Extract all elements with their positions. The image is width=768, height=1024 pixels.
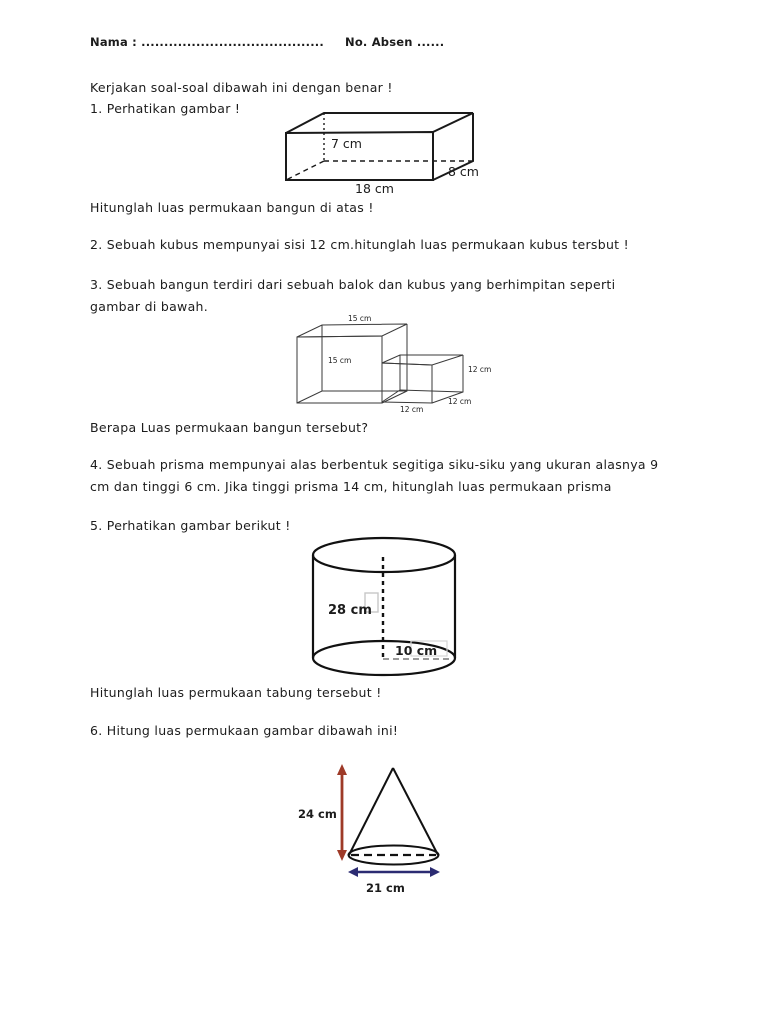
figure-cuboid bbox=[278, 108, 493, 200]
figure-cylinder bbox=[305, 533, 470, 683]
cuboid-length-label: 18 cm bbox=[355, 181, 394, 196]
cube-top-label: 15 cm bbox=[348, 314, 372, 323]
name-field bbox=[90, 34, 324, 50]
cylinder-radius-label: 10 cm bbox=[395, 643, 438, 658]
height-arrow bbox=[337, 764, 347, 861]
q5-prompt: 5. Perhatikan gambar berikut ! bbox=[90, 518, 291, 533]
q2-text: 2. Sebuah kubus mempunyai sisi 12 cm.hitunglah luas permukaan kubus tersbut ! bbox=[90, 237, 629, 252]
name-dotted-line: ........................................ bbox=[141, 35, 324, 49]
absen-field bbox=[345, 34, 444, 50]
width-arrow bbox=[348, 867, 440, 877]
q4-line2: cm dan tinggi 6 cm. Jika tinggi prisma 14 cm, hitunglah luas permukaan prisma bbox=[90, 479, 612, 494]
intro-line: Kerjakan soal-soal dibawah ini dengan benar ! bbox=[90, 80, 393, 95]
q3-line2: gambar di bawah. bbox=[90, 299, 209, 314]
box-height-label: 12 cm bbox=[468, 365, 492, 374]
name-label: Nama : bbox=[90, 35, 137, 49]
q5-instruction: Hitunglah luas permukaan tabung tersebut ! bbox=[90, 685, 382, 700]
small-box-wireframe bbox=[382, 355, 463, 403]
figure-cone bbox=[290, 756, 470, 901]
absen-dotted-line: ...... bbox=[416, 35, 445, 49]
box-width-label: 12 cm bbox=[400, 405, 424, 414]
figure-composite bbox=[290, 313, 495, 415]
q4-line1: 4. Sebuah prisma mempunyai alas berbentuk segitiga siku-siku yang ukuran alasnya 9 bbox=[90, 457, 659, 472]
cone-outline bbox=[349, 768, 439, 865]
cuboid-solid-edges bbox=[286, 113, 473, 180]
q1-instruction: Hitunglah luas permukaan bangun di atas ! bbox=[90, 200, 374, 215]
absen-label: No. Absen bbox=[345, 35, 413, 49]
q6-prompt: 6. Hitung luas permukaan gambar dibawah ini! bbox=[90, 723, 399, 738]
cube-side-label: 15 cm bbox=[328, 356, 352, 365]
q3-question: Berapa Luas permukaan bangun tersebut? bbox=[90, 420, 369, 435]
cylinder-height-label: 28 cm bbox=[328, 603, 372, 618]
box-depth-label: 12 cm bbox=[448, 397, 472, 406]
q1-prompt: 1. Perhatikan gambar ! bbox=[90, 101, 241, 116]
cuboid-height-label: 7 cm bbox=[331, 136, 362, 151]
q3-line1: 3. Sebuah bangun terdiri dari sebuah balok dan kubus yang berhimpitan seperti bbox=[90, 277, 616, 292]
cuboid-depth-label: 8 cm bbox=[448, 164, 479, 179]
cone-height-label: 24 cm bbox=[298, 807, 337, 821]
cone-diameter-label: 21 cm bbox=[366, 881, 405, 895]
cuboid-hidden-edges bbox=[286, 113, 473, 180]
